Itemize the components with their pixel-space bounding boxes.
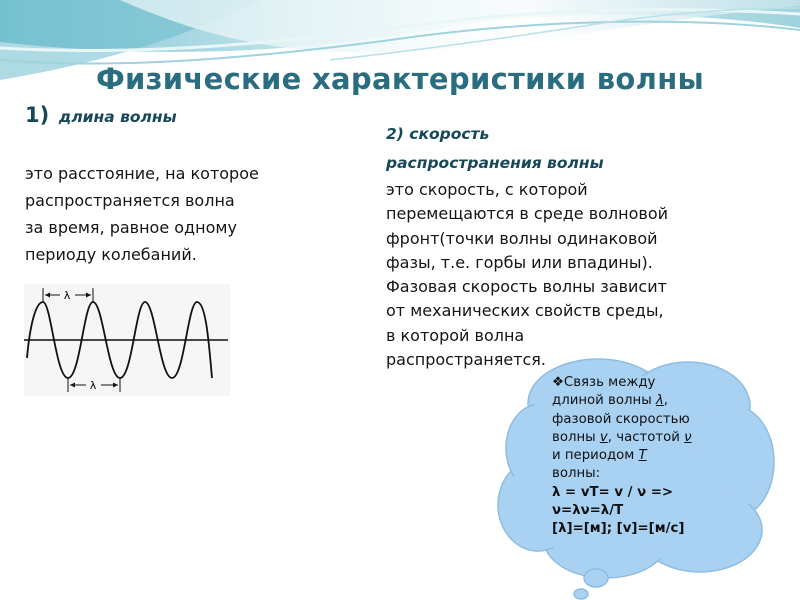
section1-number: 1) xyxy=(25,103,50,127)
lambda-symbol: λ xyxy=(655,393,664,409)
formula-units: [λ]=[м]; [v]=[м/с] xyxy=(552,521,685,537)
formula-frequency: ν=λν=λ/T xyxy=(552,503,624,519)
section2-definition-line: Фазовая скорость волны зависит xyxy=(386,277,667,297)
section2-heading-line: распространения волны xyxy=(386,154,604,172)
section2-definition-line: в которой волна xyxy=(386,325,525,345)
section2-heading-line: 2) скорость xyxy=(386,125,490,143)
section1-definition-line: это расстояние, на которое xyxy=(25,164,259,183)
cloud-text-part: , xyxy=(663,393,669,409)
section1-definition-line: распространяется волна xyxy=(25,191,235,210)
formula-line xyxy=(552,484,692,502)
cloud-text-part: волны xyxy=(552,429,600,445)
section2-definition-line: перемещаются в среде волновой xyxy=(386,204,669,224)
section2-definition-line: фронт(точки волны одинаковой xyxy=(386,228,658,248)
lambda-label-bottom: λ xyxy=(89,379,97,392)
section1-definition-line: за время, равное одному xyxy=(25,218,237,237)
section2-definition-line: фазы, т.е. горбы или впадины). xyxy=(386,252,653,272)
bullet-icon: ❖ xyxy=(552,375,564,390)
formula-wavelength: λ = vT= v / ν => xyxy=(552,484,674,500)
lambda-label-top: λ xyxy=(63,289,71,302)
section1-heading-text: длина волны xyxy=(58,108,177,126)
period-symbol: T xyxy=(638,448,647,464)
cloud-line xyxy=(552,392,692,410)
formula-line xyxy=(552,502,692,520)
section1-definition-line: периоду колебаний. xyxy=(25,245,197,264)
velocity-symbol: v xyxy=(599,429,608,445)
cloud-line: волны: xyxy=(552,466,601,482)
cloud-text-part: и периодом xyxy=(552,448,639,464)
cloud-text xyxy=(552,374,692,539)
cloud-line: фазовой скоростью xyxy=(552,411,690,427)
cloud-text-part: Связь между xyxy=(563,375,656,390)
formula-line xyxy=(552,520,692,538)
frequency-symbol: ν xyxy=(684,429,692,445)
section2-definition-line: это скорость, с которой xyxy=(386,180,588,199)
cloud-text-part: , частотой xyxy=(607,429,685,445)
cloud-line xyxy=(552,374,692,392)
slide-title: Физические характеристики волны xyxy=(95,62,705,96)
section2-definition-line: от механических свойств среды, xyxy=(386,301,664,321)
cloud-line xyxy=(552,429,692,447)
section2-definition-line: распространяется. xyxy=(386,350,546,370)
cloud-text-part: длиной волны xyxy=(552,393,656,409)
cloud-line xyxy=(552,447,692,465)
